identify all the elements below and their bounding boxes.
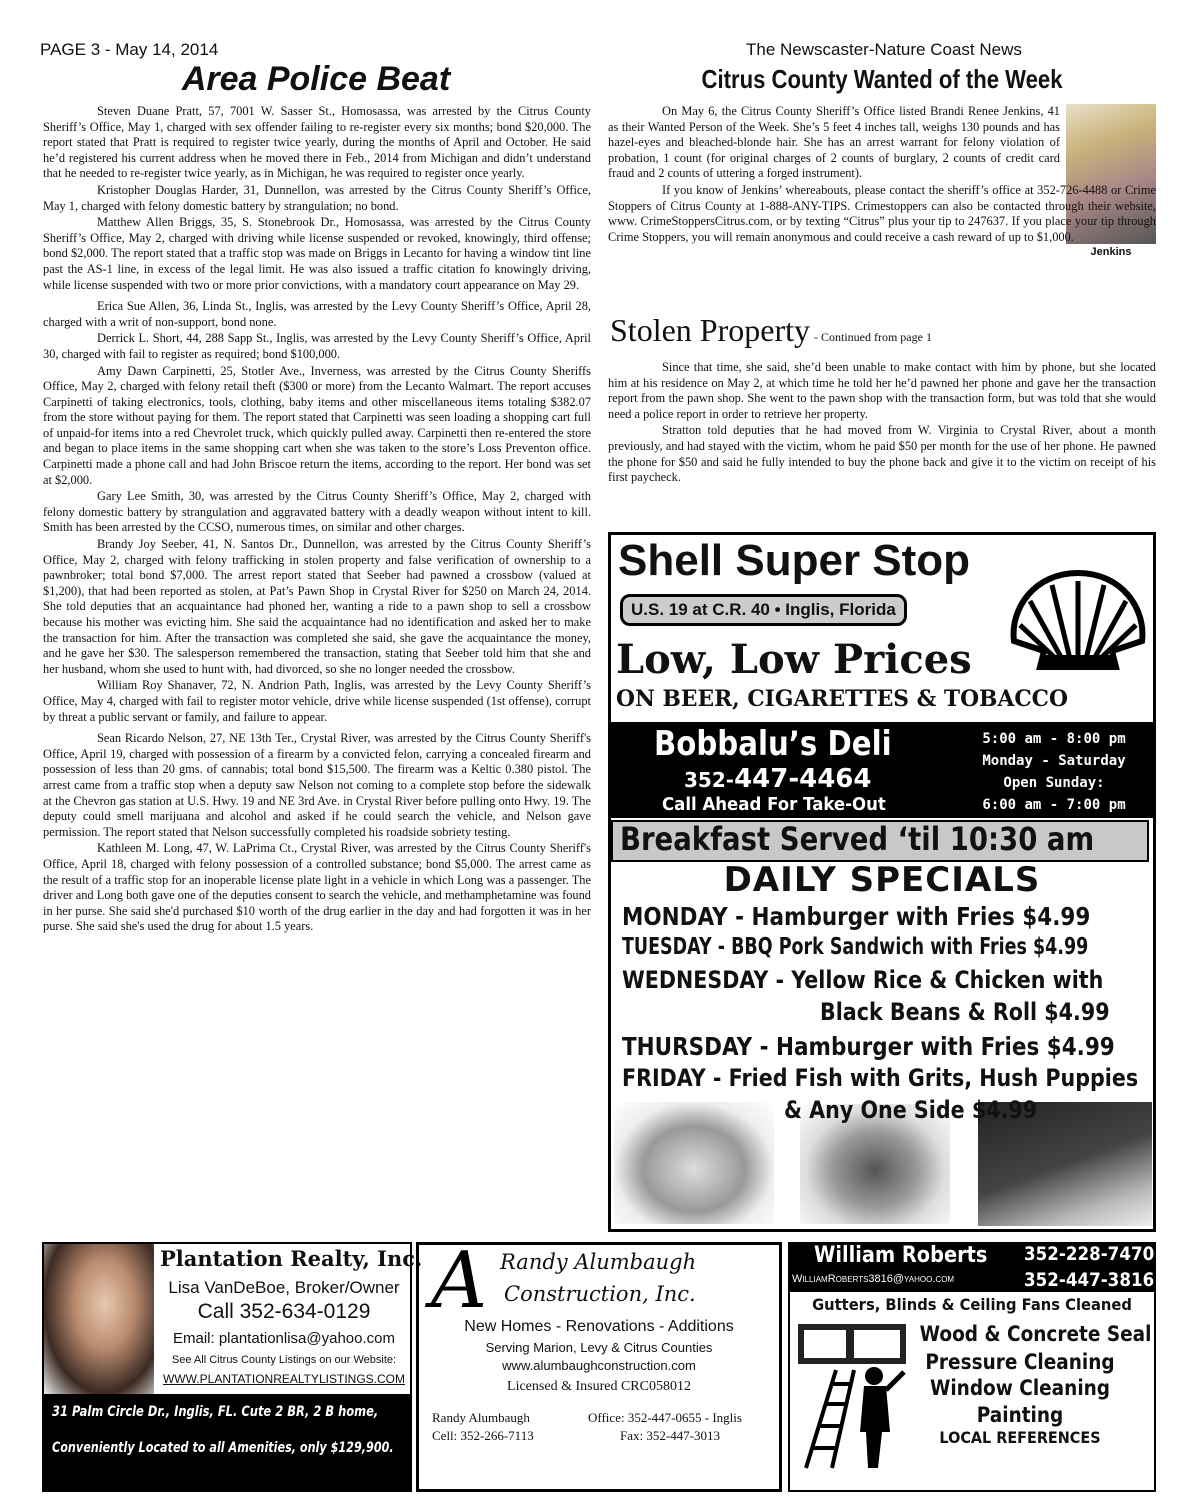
construction-serving: Serving Marion, Levy & Citrus Counties xyxy=(485,1340,713,1355)
police-beat-paragraph: William Roy Shanaver, 72, N. Andrion Path, Inglis, was arrested by the Levy County Sheriff’s Office, May 4, charged with fail to register motor vehicle, drive while license suspended (1st offense), corrupt by threat a public servant or family, and failure to appear. xyxy=(43,678,591,724)
special-wednesday: WEDNESDAY - Yellow Rice & Chicken with xyxy=(622,966,1104,994)
police-beat-paragraph: Kristopher Douglas Harder, 31, Dunnellon, was arrested by the Citrus County Sheriff’s Office, May 1, charged with felony domestic battery by strangulation; no bond. xyxy=(43,182,591,213)
special-friday: FRIDAY - Fried Fish with Grits, Hush Puppies xyxy=(622,1064,1139,1092)
police-beat-paragraph: Brandy Joy Seeber, 41, N. Santos Dr., Dunnellon, was arrested by the Citrus County Sheriff’s Office, May 2, charged with felony trafficking in stolen property and false verification of ownership to a pawnbroker; total bond $7,000. The arrest report stated that Seeber had pawned a crossbow (valued at $1,200), that had been reported as stolen, at Pat’s Pawn Shop in Crystal River for $250 on March 24, 2014. She told deputies that an acquaintance had phoned her, wanting a ride to a pawn shop to sell a crossbow because his mother was evicting him. She said the acquaintance had no identification and asked her to make the transaction for him. After the transaction was completed she said, she gave the acquaintance the money, and he gave her $30. The salesperson remembered the transaction, stating that Seeber told him that she and her husband, whom she used to hunt with, had divorced, so she no longer needed the crossbow. xyxy=(43,537,591,676)
roberts-references: LOCAL REFERENCES xyxy=(939,1428,1101,1447)
realty-banner-line: 31 Palm Circle Dr., Inglis, FL. Cute 2 BR, 2 B home, xyxy=(52,1404,379,1420)
realty-banner-line: Conveniently Located to all Amenities, only $129,900. xyxy=(52,1440,394,1456)
roberts-service-item: Window Cleaning xyxy=(929,1376,1111,1400)
stolen-title: Stolen Property xyxy=(610,312,810,348)
stolen-continued: - Continued from page 1 xyxy=(813,330,932,344)
shell-ad-prices-headline: Low, Low Prices xyxy=(616,636,972,683)
police-beat-paragraph: Steven Duane Pratt, 57, 7001 W. Sasser St., Homosassa, was arrested by the Citrus County Sheriff’s Office, May 1, charged with sex offender failing to re-register every six months; bond $20,000. The report stated that Pratt is required to register twice yearly, during the months of April and October. He said he’d registered his current address when he moved there in Feb., 2014 from Michigan and didn’t understand that he needed to re-register twice yearly, as in Michigan, he was required to register once yearly. xyxy=(43,104,591,181)
construction-contact-name: Randy Alumbaugh xyxy=(432,1410,530,1425)
police-beat-article xyxy=(43,104,591,935)
special-thursday: THURSDAY - Hamburger with Fries $4.99 xyxy=(622,1032,1115,1061)
wanted-paragraph: On May 6, the Citrus County Sheriff’s Office listed Brandi Renee Jenkins, 41 as their Wanted Person of the Week. She’s 5 feet 4 inches tall, weighs 130 pounds and has hazel-eyes and bleached-blonde hair. She has an arrest warrant for felony violation of probation, 1 count (for original charges of 2 counts of burglary, 2 counts of credit card fraud and 2 counts of uttering a forged instrument). xyxy=(608,104,1060,181)
roberts-name: William Roberts xyxy=(814,1243,988,1268)
page-info: PAGE 3 - May 14, 2014 xyxy=(40,40,219,59)
realty-company: Plantation Realty, Inc. xyxy=(160,1246,423,1271)
roberts-service-item: Wood & Concrete Seal xyxy=(919,1322,1152,1346)
food-photo-fish xyxy=(614,1102,774,1224)
police-beat-paragraph: Erica Sue Allen, 36, Linda St., Inglis, was arrested by the Levy County Sheriff’s Office, April 28, charged with a writ of non-support, bond none. xyxy=(43,299,591,329)
special-tuesday: TUESDAY - BBQ Pork Sandwich with Fries $4.99 xyxy=(622,934,1089,960)
shell-ad-name: Shell Super Stop xyxy=(618,536,971,585)
police-beat-paragraph: Matthew Allen Briggs, 35, S. Stonebrook Dr., Homosassa, was arrested by the Citrus County Sheriff’s Office, May 2, charged with driving while license suspended or revoked, knowingly, third offense; bond $2,000. The report stated that a traffic stop was made on Briggs in Lecanto for having a window tint line past the AS-1 line, in excess of the legal limit. He was also issued a traffic citation fo knowingly driving, while license suspended with two or more prior convictions, with a mandatory court appearance on May 29. xyxy=(43,215,591,292)
realty-listings: See All Citrus County Listings on our Website: xyxy=(171,1354,397,1366)
deli-hours xyxy=(958,728,1150,816)
construction-website[interactable]: www.alumbaughconstruction.com xyxy=(502,1358,696,1373)
realty-call: Call 352-634-0129 xyxy=(197,1300,371,1323)
painter-ladder-icon xyxy=(792,1320,912,1470)
wanted-article xyxy=(608,104,1156,245)
shell-logo-icon xyxy=(1004,567,1152,677)
realty-website[interactable]: WWW.PLANTATIONREALTYLISTINGS.COM xyxy=(162,1372,405,1386)
paper-name: The Newscaster-Nature Coast News xyxy=(746,40,1022,59)
construction-office: Office: 352-447-0655 - Inglis xyxy=(588,1410,742,1425)
stolen-title-row xyxy=(610,312,932,349)
breakfast-text: Breakfast Served ‘til 10:30 am xyxy=(620,820,1095,858)
roberts-email[interactable]: WilliamRoberts3816@yahoo.com xyxy=(792,1273,955,1285)
stolen-paragraph: Stratton told deputies that he had moved from W. Virginia to Crystal River, about a month previously, and had stayed with the victim, whom he paid $50 per month for the use of her phone. He pawned the phone for $50 and said he fully intended to buy the phone back and give it to the victim on receipt of his first paycheck. xyxy=(608,423,1156,485)
construction-license: Licensed & Insured CRC058012 xyxy=(507,1379,691,1394)
deli-phone-main: 447-4464 xyxy=(734,764,872,794)
stolen-paragraph: Since that time, she said, she’d been unable to make contact with him by phone, but she located him at his residence on May 2, at which time he told her he’d pawned her phone and gave her the transaction report from the pawn shop. She went to the pawn shop with the transaction form, but was told that she would need a police report in order to retrieve her property. xyxy=(608,360,1156,421)
hours-line: 6:00 am - 7:00 pm xyxy=(982,797,1126,813)
police-beat-paragraph: Amy Dawn Carpinetti, 25, Stotler Ave., Inverness, was arrested by the Citrus County Sheriffs Office, May 2, charged with felony retail theft ($300 or more) from the Lecanto Walmart. The report accuses Carpinetti of taking electronics, tools, clothing, baby items and other miscellaneous items totaling $382.07 from the store without paying for them. The report stated that Carpinetti was seen loading a shopping cart full of unpaid-for items into a red Chevrolet truck, which quickly pulled away. Carpinetti then re-entered the store and began to place items in the same shopping cart when she was taken to the store’s Loss Preventon office. Carpinetti made a phone call and had John Briscoe return the items, according to the report. Her bond was set at $2,000. xyxy=(43,363,591,487)
specials-title: DAILY SPECIALS xyxy=(723,860,1041,900)
hours-line: Open Sunday: xyxy=(1003,775,1105,791)
deli-callahead: Call Ahead For Take-Out xyxy=(662,794,886,815)
wanted-photo-caption: Jenkins xyxy=(1090,246,1132,258)
special-monday: MONDAY - Hamburger with Fries $4.99 xyxy=(622,902,1091,931)
realty-photo xyxy=(44,1244,154,1394)
realty-broker: Lisa VanDeBoe, Broker/Owner xyxy=(168,1278,400,1297)
shell-ad-location: U.S. 19 at C.R. 40 • Inglis, Florida xyxy=(620,594,907,626)
stolen-article xyxy=(608,360,1156,486)
special-friday-cont: & Any One Side $4.99 xyxy=(784,1096,1038,1124)
hours-line: Monday - Saturday xyxy=(982,753,1126,769)
wanted-title: Citrus County Wanted of the Week xyxy=(701,64,1063,94)
roberts-phone-1: 352-228-7470 xyxy=(1024,1243,1155,1265)
deli-name: Bobbalu’s Deli xyxy=(654,724,892,764)
deli-phone-prefix: 352- xyxy=(684,768,735,792)
shell-ad-prices-sub: ON BEER, CIGARETTES & TOBACCO xyxy=(616,686,1068,712)
construction-fax: Fax: 352-447-3013 xyxy=(620,1428,721,1443)
police-beat-paragraph: Kathleen M. Long, 47, W. LaPrima Ct., Crystal River, was arrested by the Citrus County Sheriff's Office, April 18, charged with felony possession of a controlled substance; bond $5,000. The arrest came as the result of a traffic stop for an inoperable license plate light in a vehicle in which Long was a passenger. The driver and Long both gave one of the deputies consent to search the vehicle, and methamphetamine was found in her purse. She said she'd purchased $10 worth of the drug earlier in the day and had forgotten it was in her purse. She said she's used the drug for about 1.5 years. xyxy=(43,841,591,934)
police-beat-title: Area Police Beat xyxy=(181,60,451,98)
roberts-services: Gutters, Blinds & Ceiling Fans Cleaned xyxy=(812,1295,1132,1314)
construction-logo-icon: A xyxy=(430,1236,488,1326)
special-wednesday-cont: Black Beans & Roll $4.99 xyxy=(820,998,1110,1026)
police-beat-paragraph: Sean Ricardo Nelson, 27, NE 13th Ter., Crystal River, was arrested by the Citrus County Sheriff's Office, April 19, charged with possession of a firearm by a convicted felon, carrying a concealed firearm and possession of less than 20 gms. of cannabis; total bond $15,500. The firearm was a Keltic 0.380 pistol. The arrest came from a traffic stop when a deputy saw Nelson not coming to a complete stop before the sidewalk at the Chevron gas station at U.S. Hwy. 19 and NE 3rd Ave. in Crystal River before pulling onto Hwy. 19. The deputy could smell marijuana and alcohol and asked if he could search the vehicle, and Nelson gave permission. The report stated that Nelson successfully completed his roadside sobriety testing. xyxy=(43,731,591,839)
police-beat-paragraph: Derrick L. Short, 44, 288 Sapp St., Inglis, was arrested by the Levy County Sheriff’s Office, April 30, charged with fail to register as required; bond $100,000. xyxy=(43,331,591,361)
roberts-service-item: Painting xyxy=(976,1403,1064,1427)
construction-cell: Cell: 352-266-7113 xyxy=(432,1428,534,1443)
construction-name-1: Randy Alumbaugh xyxy=(500,1250,697,1274)
police-beat-paragraph: Gary Lee Smith, 30, was arrested by the Citrus County Sheriff’s Office, May 2, charged with felony domestic battery by strangulation and aggravated battery with a deadly weapon without intent to kill. Smith has been arrested by the CCSO, numerous times, on similar and other charges. xyxy=(43,489,591,535)
construction-name-2: Construction, Inc. xyxy=(504,1282,696,1306)
construction-services: New Homes - Renovations - Additions xyxy=(464,1318,734,1335)
roberts-service-item: Pressure Cleaning xyxy=(925,1350,1115,1374)
deli-phone xyxy=(684,764,872,794)
realty-email: Email: plantationlisa@yahoo.com xyxy=(172,1330,395,1347)
hours-line: 5:00 am - 8:00 pm xyxy=(982,731,1126,747)
roberts-phone-2: 352-447-3816 xyxy=(1024,1269,1155,1291)
wanted-paragraph: If you know of Jenkins’ whereabouts, please contact the sheriff’s office at 352-726-4488 or Crime Stoppers of Citrus County at 1-888-ANY-TIPS. Crimestoppers can also be contacted through their website, www. CrimeStoppersCitrus.com, or by texting “Citrus” plus your tip to 247637. If you place your tip through Crime Stoppers, you will remain anonymous and could receive a cash reward of up to $1,000. xyxy=(608,182,1156,244)
